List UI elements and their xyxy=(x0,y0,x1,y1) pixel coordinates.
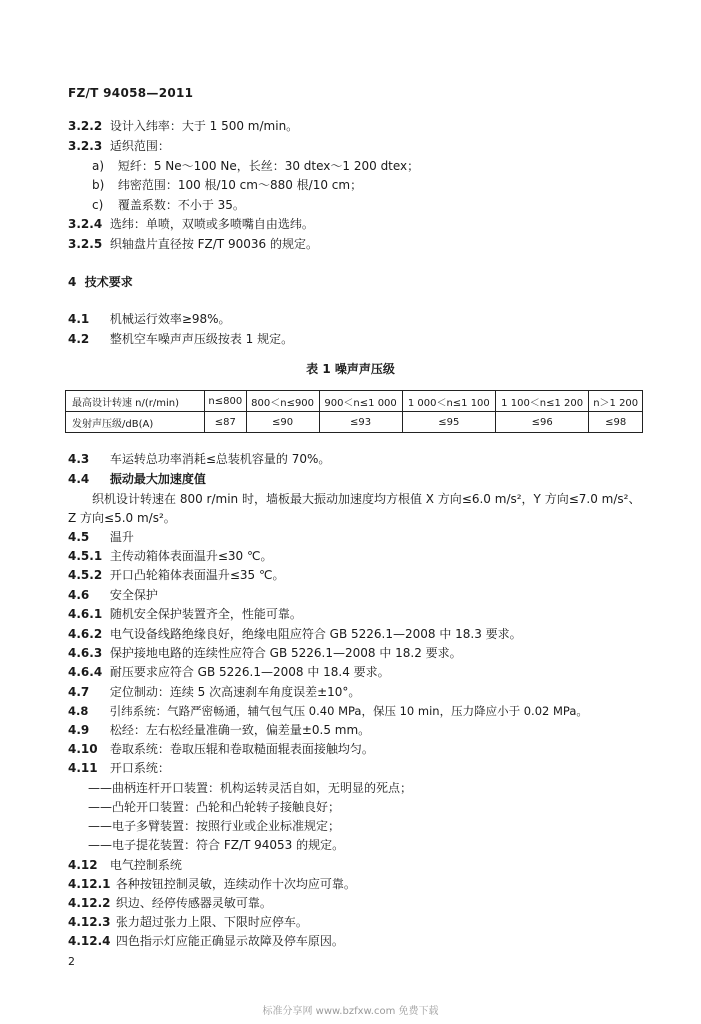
clause-3-2-2: 3.2.2 设计入纬率：大于 1 500 m/min。 xyxy=(68,119,299,133)
clause-4-6: 4.6 安全保护 xyxy=(68,588,158,602)
clause-4-6-1: 4.6.1 随机安全保护装置齐全，性能可靠。 xyxy=(68,607,302,621)
clause-4-9: 4.9 松经：左右松经量准确一致，偏差量±0.5 mm。 xyxy=(68,723,371,737)
clause-4-12-4: 4.12.4 四色指示灯应能正确显示故障及停车原因。 xyxy=(68,934,344,948)
clause-4-8: 4.8 引纬系统：气路严密畅通，辅气包气压 0.40 MPa，保压 10 min，压力降应小于 0.02 MPa。 xyxy=(68,704,588,718)
range-item-c: c) 覆盖系数：不小于 35。 xyxy=(92,198,245,212)
clause-4-4-paragraph-line-1: 织机设计转速在 800 r/min 时，墙板最大振动加速度均方根值 X 方向≤6.0 m/s²，Y 方向≤7.0 m/s²、 xyxy=(92,492,641,506)
watermark: 标准分享网 www.bzfxw.com 免费下载 xyxy=(262,1006,439,1017)
clause-4-5: 4.5 温升 xyxy=(68,530,134,544)
clause-3-2-3: 3.2.3 适织范围： xyxy=(68,139,170,153)
table-cell: ≤93 xyxy=(319,412,402,433)
table-header-cell: n＞1 200 xyxy=(589,391,643,412)
clause-4-12-3: 4.12.3 张力超过张力上限、下限时应停车。 xyxy=(68,915,308,929)
noise-table xyxy=(65,390,643,433)
table-cell: 发射声压级/dB(A) xyxy=(66,412,205,433)
clause-4-5-1: 4.5.1 主传动箱体表面温升≤30 ℃。 xyxy=(68,549,273,563)
list-item: ——电子多臂装置：按照行业或企业标准规定； xyxy=(88,819,341,833)
clause-4-6-3: 4.6.3 保护接地电路的连续性应符合 GB 5226.1—2008 中 18.2 要求。 xyxy=(68,646,462,660)
clause-4-12: 4.12 电气控制系统 xyxy=(68,858,182,872)
clause-4-12-1: 4.12.1 各种按钮控制灵敏，连续动作十次均应可靠。 xyxy=(68,877,356,891)
clause-4-3: 4.3 车运转总功率消耗≤总装机容量的 70%。 xyxy=(68,452,331,466)
clause-3-2-4: 3.2.4 选纬：单喷，双喷或多喷嘴自由选纬。 xyxy=(68,217,314,231)
table-header-cell: 900＜n≤1 000 xyxy=(319,391,402,412)
table-header-cell: 1 000＜n≤1 100 xyxy=(402,391,495,412)
list-item: ——凸轮开口装置：凸轮和凸轮转子接触良好； xyxy=(88,800,341,814)
table-header-row xyxy=(66,391,643,412)
list-item: ——曲柄连杆开口装置：机构运转灵活自如，无明显的死点； xyxy=(88,781,413,795)
clause-4-4-paragraph-line-2: Z 方向≤5.0 m/s²。 xyxy=(68,511,176,525)
clause-4-11: 4.11 开口系统： xyxy=(68,761,170,775)
clause-4-7: 4.7 定位制动：连续 5 次高速刹车角度误差±10°。 xyxy=(68,685,361,699)
table-cell: ≤96 xyxy=(495,412,588,433)
table-header-cell: 800＜n≤900 xyxy=(246,391,319,412)
range-item-a: a) 短纤：5 Ne～100 Ne，长丝：30 dtex～1 200 dtex； xyxy=(92,159,420,173)
clause-4-6-2: 4.6.2 电气设备线路绝缘良好，绝缘电阻应符合 GB 5226.1—2008 中 18.3 要求。 xyxy=(68,627,522,641)
clause-4-10: 4.10 卷取系统：卷取压辊和卷取糙面辊表面接触均匀。 xyxy=(68,742,374,756)
clause-4-12-2: 4.12.2 织边、经停传感器灵敏可靠。 xyxy=(68,896,272,910)
table-row xyxy=(66,412,643,433)
range-item-b: b) 纬密范围：100 根/10 cm～880 根/10 cm； xyxy=(92,178,363,192)
page-number: 2 xyxy=(68,955,75,968)
list-item: ——电子提花装置：符合 FZ/T 94053 的规定。 xyxy=(88,838,345,852)
clause-4-5-2: 4.5.2 开口凸轮箱体表面温升≤35 ℃。 xyxy=(68,568,285,582)
clause-3-2-5: 3.2.5 织轴盘片直径按 FZ/T 90036 的规定。 xyxy=(68,237,318,251)
table-header-cell: 最高设计转速 n/(r/min) xyxy=(66,391,205,412)
clause-4-4: 4.4 振动最大加速度值 xyxy=(68,472,206,486)
table-cell: ≤95 xyxy=(402,412,495,433)
table-header-cell: n≤800 xyxy=(205,391,247,412)
clause-4-6-4: 4.6.4 耐压要求应符合 GB 5226.1—2008 中 18.4 要求。 xyxy=(68,665,390,679)
table-cell: ≤98 xyxy=(589,412,643,433)
table-cell: ≤90 xyxy=(246,412,319,433)
clause-4-1: 4.1 机械运行效率≥98%。 xyxy=(68,312,231,326)
section-4-heading: 4 技术要求 xyxy=(68,275,133,289)
standard-code: FZ/T 94058—2011 xyxy=(68,86,194,100)
table-cell: ≤87 xyxy=(205,412,247,433)
table-caption: 表 1 噪声声压级 xyxy=(306,362,395,376)
clause-4-2: 4.2 整机空车噪声声压级按表 1 规定。 xyxy=(68,332,294,346)
table-header-cell: 1 100＜n≤1 200 xyxy=(495,391,588,412)
